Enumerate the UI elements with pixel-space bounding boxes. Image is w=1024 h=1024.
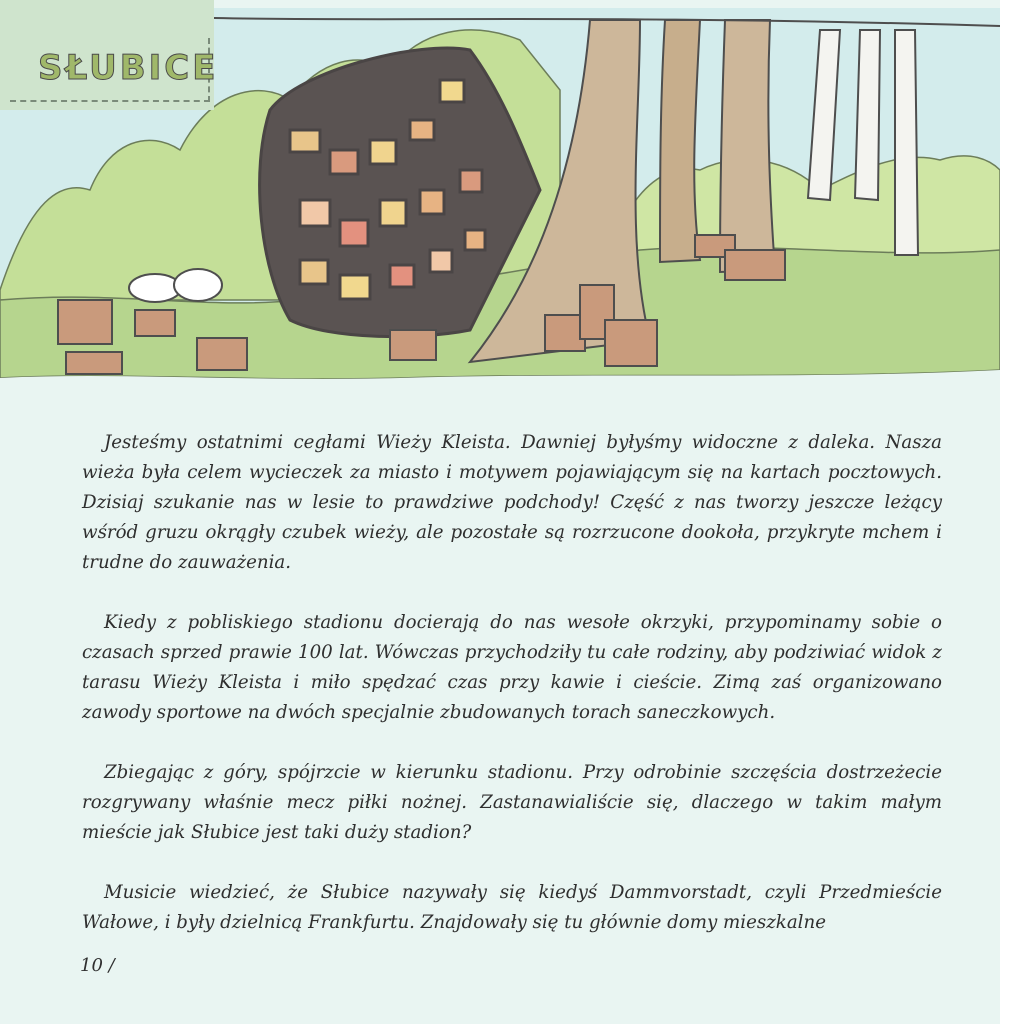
body-text [82, 428, 942, 968]
paragraph: Zbiegając z góry, spójrzcie w kierunku stadionu. Przy odrobinie szczęścia dostrzeżecie rozgrywany właśnie mecz piłki nożnej. Zastanawialiście się, dlaczego w takim małym mieście jak Słubice jest taki duży stadion? [82, 762, 942, 843]
section-tag [0, 0, 219, 110]
page-number: 10 / [80, 955, 115, 976]
paragraph: Jesteśmy ostatnimi cegłami Wieży Kleista. Dawniej byłyśmy widoczne z daleka. Nasza wieża była celem wycieczek za miasto i motywem pojawiającym się na kartach pocztowych. Dzisiaj szukanie nas w lesie to prawdziwe podchody! Część z nas tworzy jeszcze leżący wśród gruzu okrągły czubek wieży, ale pozostałe są rozrzucone dookoła, przykryte mchem i trudne do zauważenia. [82, 432, 942, 573]
paragraph: Kiedy z pobliskiego stadionu docierają do nas wesołe okrzyki, przypominamy sobie o czasach sprzed prawie 100 lat. Wówczas przychodziły tu całe rodziny, aby podziwiać widok z tarasu Wieży Kleista i miło spędzać czas przy kawie i cieście. Zimą zaś organizowano zawody sportowe na dwóch specjalnie zbudowanych torach saneczkowych. [82, 612, 942, 723]
paragraph: Musicie wiedzieć, że Słubice nazywały się kiedyś Dammvorstadt, czyli Przedmieście Wałowe, i były dzielnicą Frankfurtu. Znajdowały się tu głównie domy mieszkalne [82, 882, 942, 933]
section-title: SŁUBICE [38, 48, 219, 88]
